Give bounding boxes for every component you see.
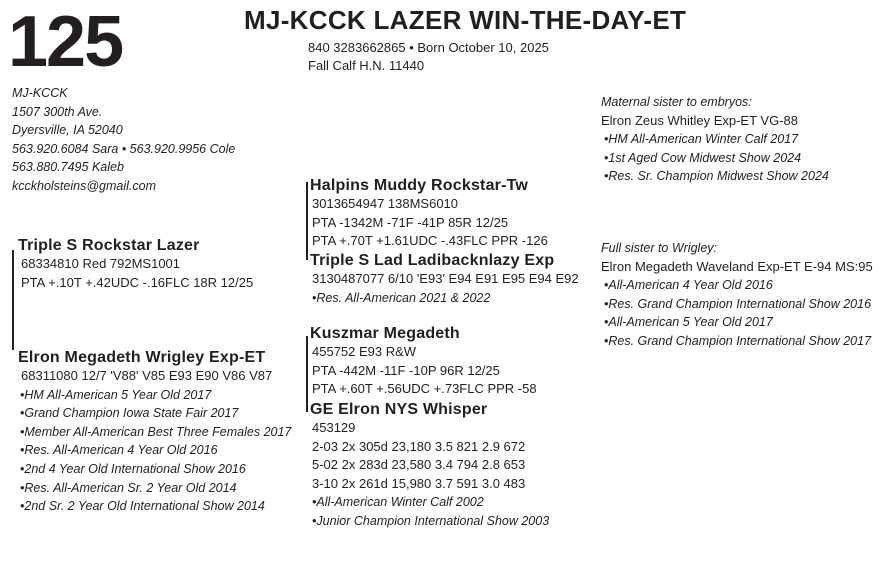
- dam-block: [18, 348, 291, 516]
- dam-honor: •Res. All-American Sr. 2 Year Old 2014: [20, 480, 237, 495]
- dam-dam-honor: •All-American Winter Calf 2002: [312, 495, 484, 510]
- full-sister-honor: •Res. Grand Champion International Show 2017: [604, 333, 872, 348]
- sire-block: [18, 236, 253, 292]
- sire-sire-pta-line: PTA -1342M -71F -41P 85R 12/25: [312, 214, 509, 230]
- maternal-sister-block: [601, 93, 829, 186]
- dam-dam-record: 5-02 2x 283d 23,580 3.4 794 2.8 653: [312, 457, 526, 473]
- full-sister-heading: Full sister to Wrigley:: [601, 241, 717, 255]
- maternal-sister-heading: Maternal sister to embryos:: [601, 95, 752, 109]
- sire-sire-pta-line: PTA +.70T +1.61UDC -.43FLC PPR -126: [312, 233, 548, 249]
- consignor-city: Dyersville, IA 52040: [12, 123, 123, 138]
- sire-sire-name: Halpins Muddy Rockstar-Tw: [310, 177, 529, 194]
- dam-honor: •2nd Sr. 2 Year Old International Show 2014: [20, 499, 265, 514]
- dam-honor: •Member All-American Best Three Females 2017: [20, 424, 292, 439]
- maternal-sister-honor: •Res. Sr. Champion Midwest Show 2024: [604, 169, 829, 184]
- maternal-sister-name: Elron Zeus Whitley Exp-ET VG-88: [601, 112, 798, 128]
- dam-honor: •Res. All-American 4 Year Old 2016: [20, 443, 218, 458]
- maternal-sister-honor: •1st Aged Cow Midwest Show 2024: [604, 150, 802, 165]
- dam-name: Elron Megadeth Wrigley Exp-ET: [18, 349, 266, 366]
- full-sister-honor: •All-American 4 Year Old 2016: [604, 278, 773, 293]
- consignor-name: MJ-KCCK: [12, 86, 68, 100]
- dam-dam-record: 2-03 2x 305d 23,180 3.5 821 2.9 672: [312, 438, 526, 454]
- dam-honor: •2nd 4 Year Old International Show 2016: [20, 461, 246, 476]
- consignor-block: [12, 84, 235, 196]
- consignor-phone: 563.880.7495 Kaleb: [12, 160, 124, 175]
- dam-dam-block: [310, 400, 549, 531]
- full-sister-honor: •All-American 5 Year Old 2017: [604, 315, 773, 330]
- full-sister-name: Elron Megadeth Waveland Exp-ET E-94 MS:95: [601, 258, 873, 274]
- consignor-email: kcckholsteins@gmail.com: [12, 178, 156, 193]
- animal-id-line: 840 3283662865 • Born October 10, 2025: [308, 40, 549, 55]
- sire-sire-block: [310, 176, 548, 251]
- dam-honor: •HM All-American 5 Year Old 2017: [20, 387, 212, 402]
- maternal-sister-honor: •HM All-American Winter Calf 2017: [604, 132, 799, 147]
- dam-sire-name: Kuszmar Megadeth: [310, 325, 460, 342]
- full-sister-block: [601, 239, 873, 351]
- pedigree-line: [12, 250, 14, 350]
- sire-id-line: 68334810 Red 792MS1001: [21, 256, 181, 271]
- dam-dam-record: 3-10 2x 261d 15,980 3.7 591 3.0 483: [312, 475, 526, 491]
- sire-dam-name: Triple S Lad Ladibacknlazy Exp: [310, 252, 555, 269]
- pedigree-line: [306, 336, 308, 412]
- dam-sire-pta-line: PTA +.60T +.56UDC +.73FLC PPR -58: [312, 381, 537, 397]
- dam-dam-honor: •Junior Champion International Show 2003: [312, 513, 550, 528]
- pedigree-line: [306, 182, 308, 260]
- dam-honor: •Grand Champion Iowa State Fair 2017: [20, 406, 239, 421]
- sire-pta-line: PTA +.10T +.42UDC -.16FLC 18R 12/25: [21, 274, 254, 290]
- sire-name: Triple S Rockstar Lazer: [18, 237, 200, 254]
- lot-number: 125: [8, 2, 123, 82]
- consignor-phone: 563.920.6084 Sara • 563.920.9956 Cole: [12, 141, 236, 156]
- consignor-address: 1507 300th Ave.: [12, 104, 103, 119]
- dam-sire-pta-line: PTA -442M -11F -10P 96R 12/25: [312, 362, 500, 378]
- sire-sire-id-line: 3013654947 138MS6010: [312, 196, 459, 211]
- sire-dam-honor: •Res. All-American 2021 & 2022: [312, 290, 491, 305]
- dam-sire-id-line: 455752 E93 R&W: [312, 344, 417, 359]
- sire-dam-id-line: 3130487077 6/10 'E93' E94 E91 E95 E94 E92: [312, 271, 579, 286]
- dam-dam-id-line: 453129: [312, 420, 356, 435]
- sire-dam-block: [310, 251, 579, 307]
- animal-name: MJ-KCCK LAZER WIN-THE-DAY-ET: [244, 5, 687, 35]
- dam-sire-block: [310, 324, 537, 399]
- full-sister-honor: •Res. Grand Champion International Show 2016: [604, 296, 872, 311]
- animal-class-line: Fall Calf H.N. 11440: [308, 58, 425, 73]
- dam-id-line: 68311080 12/7 'V88' V85 E93 E90 V86 V87: [21, 368, 273, 383]
- dam-dam-name: GE Elron NYS Whisper: [310, 401, 488, 418]
